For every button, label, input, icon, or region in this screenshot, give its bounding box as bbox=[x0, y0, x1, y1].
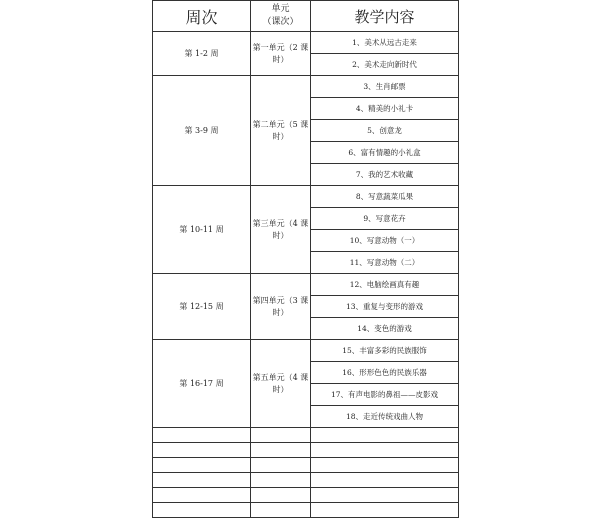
blank-cell bbox=[311, 443, 459, 458]
blank-cell bbox=[153, 503, 251, 518]
blank-cell bbox=[251, 428, 311, 443]
lesson-cell: 18、走近传统戏曲人物 bbox=[311, 406, 459, 428]
week-cell: 第 16-17 周 bbox=[153, 340, 251, 428]
header-week: 周次 bbox=[153, 1, 251, 32]
lesson-cell: 1、美术从远古走来 bbox=[311, 32, 459, 54]
blank-cell bbox=[251, 458, 311, 473]
lesson-cell: 4、精美的小礼卡 bbox=[311, 98, 459, 120]
table-row bbox=[153, 32, 459, 54]
blank-row bbox=[153, 458, 459, 473]
unit-cell: 第二单元（5 课时） bbox=[251, 76, 311, 186]
table-row bbox=[153, 186, 459, 208]
lesson-cell: 15、丰富多彩的民族服饰 bbox=[311, 340, 459, 362]
blank-row bbox=[153, 428, 459, 443]
blank-cell bbox=[251, 473, 311, 488]
lesson-cell: 5、创意龙 bbox=[311, 120, 459, 142]
blank-cell bbox=[251, 503, 311, 518]
unit-cell: 第五单元（4 课时） bbox=[251, 340, 311, 428]
blank-row bbox=[153, 488, 459, 503]
table-row bbox=[153, 274, 459, 296]
table-row bbox=[153, 76, 459, 98]
blank-cell bbox=[311, 503, 459, 518]
lesson-cell: 10、写意动物（一） bbox=[311, 230, 459, 252]
unit-cell: 第一单元（2 课时） bbox=[251, 32, 311, 76]
schedule-table bbox=[152, 0, 459, 518]
unit-cell: 第四单元（3 课时） bbox=[251, 274, 311, 340]
blank-row bbox=[153, 443, 459, 458]
lesson-cell: 16、形形色色的民族乐器 bbox=[311, 362, 459, 384]
blank-cell bbox=[311, 473, 459, 488]
blank-cell bbox=[153, 443, 251, 458]
lesson-cell: 9、写意花卉 bbox=[311, 208, 459, 230]
header-unit-line2: （课次） bbox=[262, 17, 299, 27]
blank-cell bbox=[251, 443, 311, 458]
blank-row bbox=[153, 503, 459, 518]
lesson-cell: 3、生肖邮票 bbox=[311, 76, 459, 98]
blank-cell bbox=[153, 473, 251, 488]
lesson-cell: 7、我的艺术收藏 bbox=[311, 164, 459, 186]
lesson-cell: 2、美术走向新时代 bbox=[311, 54, 459, 76]
table-row bbox=[153, 340, 459, 362]
unit-cell: 第三单元（4 课时） bbox=[251, 186, 311, 274]
lesson-cell: 12、电脑绘画真有趣 bbox=[311, 274, 459, 296]
blank-cell bbox=[153, 458, 251, 473]
blank-cell bbox=[251, 488, 311, 503]
blank-cell bbox=[311, 428, 459, 443]
blank-cell bbox=[153, 488, 251, 503]
header-unit bbox=[251, 1, 311, 32]
blank-cell bbox=[311, 458, 459, 473]
lesson-cell: 13、重复与变形的游戏 bbox=[311, 296, 459, 318]
lesson-cell: 8、写意蔬菜瓜果 bbox=[311, 186, 459, 208]
blank-row bbox=[153, 473, 459, 488]
week-cell: 第 10-11 周 bbox=[153, 186, 251, 274]
blank-cell bbox=[153, 428, 251, 443]
week-cell: 第 12-15 周 bbox=[153, 274, 251, 340]
header-content: 教学内容 bbox=[311, 1, 459, 32]
blank-cell bbox=[311, 488, 459, 503]
week-cell: 第 1-2 周 bbox=[153, 32, 251, 76]
header-row bbox=[153, 1, 459, 32]
lesson-cell: 6、富有情趣的小礼盒 bbox=[311, 142, 459, 164]
lesson-cell: 14、变色的游戏 bbox=[311, 318, 459, 340]
header-unit-line1: 单元 bbox=[271, 4, 290, 14]
week-cell: 第 3-9 周 bbox=[153, 76, 251, 186]
lesson-cell: 17、有声电影的鼻祖——皮影戏 bbox=[311, 384, 459, 406]
lesson-cell: 11、写意动物（二） bbox=[311, 252, 459, 274]
schedule-body bbox=[153, 32, 459, 518]
